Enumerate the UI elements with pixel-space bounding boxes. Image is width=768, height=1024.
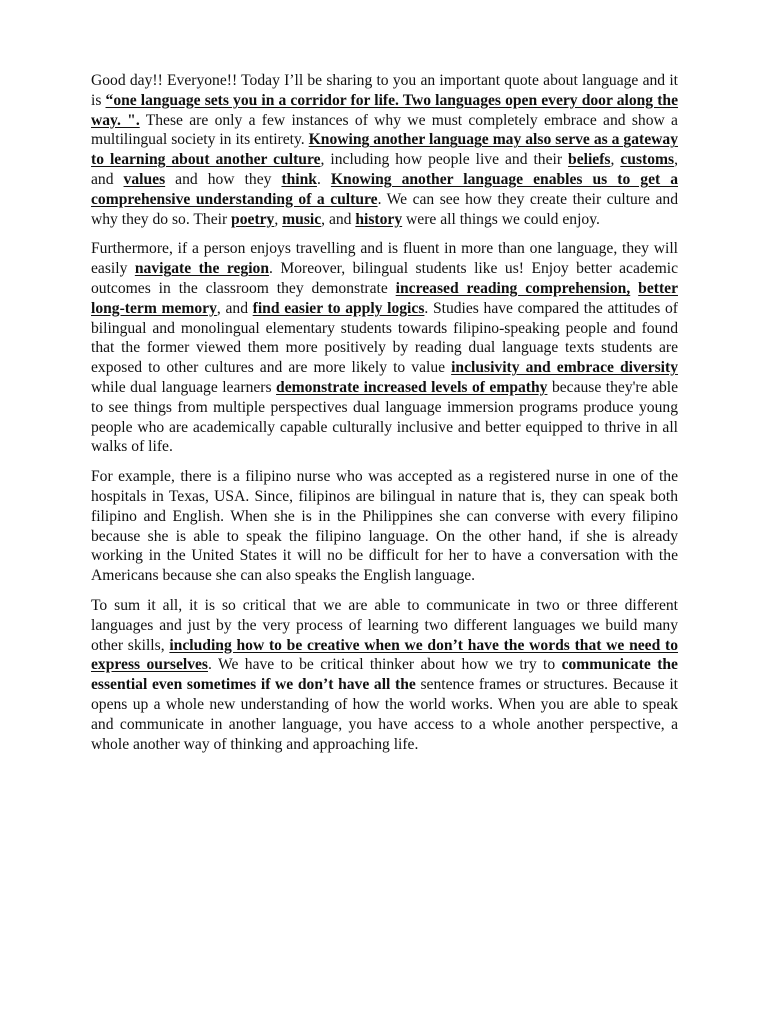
emphasized-text: navigate the region — [134, 260, 270, 278]
text-run: These are only a few instances of why we must completely embrace and show a multilingual society in its entirety. — [91, 111, 678, 149]
text-run: , and — [216, 299, 253, 317]
text-run: , including how people live and their — [320, 151, 569, 169]
emphasized-text: values — [123, 170, 166, 188]
emphasized-text: Knowing another language enables us to get a comprehensive understanding of a culture — [91, 170, 679, 208]
text-run: For example, there is a filipino nurse who was accepted as a registered nurse in one of the hospitals in Texas, USA. Since, filipinos are bilingual in nature that is, they can speak both filipino and English. When she is in the Philippines she can converse with every filipino because she is able to speak the filipino language. On the other hand, if she is already working in the United States it will no be difficult for her to have a conversation with the Americans because she can also speaks the English language. — [91, 468, 678, 585]
text-run: . — [316, 170, 331, 188]
emphasized-text: inclusivity and embrace diversity — [451, 359, 679, 377]
text-run: Good day!! Everyone!! Today I’ll be sharing to you an important quote about language and it is — [91, 72, 678, 109]
text-run: because they're able to see things from multiple perspectives dual language immersion programs produce young people who are academically capable culturally inclusive and better equipped to thrive in all walks of life. — [91, 378, 678, 456]
bold-text: communicate the essential even sometimes if we don’t have all the — [91, 656, 678, 694]
emphasized-text: poetry — [231, 210, 275, 228]
emphasized-text: Knowing another language may also serve as a gateway to learning about another culture — [91, 131, 678, 169]
emphasized-text: think — [281, 170, 317, 188]
emphasized-text: music — [282, 210, 322, 228]
text-run: . Moreover, bilingual students like us! Enjoy better academic outcomes in the classroom they demonstrate — [91, 260, 678, 297]
text-run: . We can see how they create their culture and why they do so. Their — [91, 190, 678, 228]
text-run: , and — [321, 210, 356, 228]
text-run: were all things we could enjoy. — [402, 210, 600, 228]
paragraph — [91, 467, 678, 586]
text-run: , — [274, 210, 283, 228]
text-run: while dual language learners — [91, 378, 277, 396]
paragraph — [91, 239, 678, 457]
text-run: . Studies have compared the attitudes of bilingual and monolingual elementary students towards filipino-speaking people and found that the former viewed them more positively by reading dual language texts students are exposed to other cultures and are more likely to value — [91, 299, 678, 377]
emphasized-text: history — [355, 210, 403, 228]
text-run: , and — [91, 151, 678, 188]
emphasized-text: including how to be creative when we don’t have the words that we need to express ourselves — [91, 636, 679, 674]
text-run: sentence frames or structures. Because it opens up a whole new understanding of how the world works. When you are able to speak and communicate in another language, you have access to a whole another perspective, a whole another way of thinking and approaching life. — [91, 676, 678, 753]
document-body — [91, 71, 678, 754]
text-run: and how they — [165, 170, 282, 188]
text-run: To sum it all, it is so critical that we are able to communicate in two or three different languages and just by the very process of learning two different languages we build many other skills, — [91, 596, 678, 654]
paragraph — [91, 596, 678, 754]
emphasized-text: “one language sets you in a corridor for life. Two languages open every door along the way. ". — [91, 91, 678, 129]
emphasized-text: beliefs — [568, 151, 611, 169]
emphasized-text: increased reading comprehension, — [395, 279, 631, 297]
text-run — [630, 280, 638, 297]
text-run: Furthermore, if a person enjoys travelling and is fluent in more than one language, they will easily — [91, 240, 678, 278]
emphasized-text: demonstrate increased levels of empathy — [276, 378, 548, 396]
text-run: . We have to be critical thinker about how we try to — [207, 656, 562, 674]
emphasized-text: find easier to apply logics — [252, 299, 425, 317]
emphasized-text: better long-term memory — [91, 279, 678, 317]
paragraph — [91, 71, 678, 229]
emphasized-text: customs — [620, 151, 675, 169]
text-run: , — [610, 151, 621, 169]
